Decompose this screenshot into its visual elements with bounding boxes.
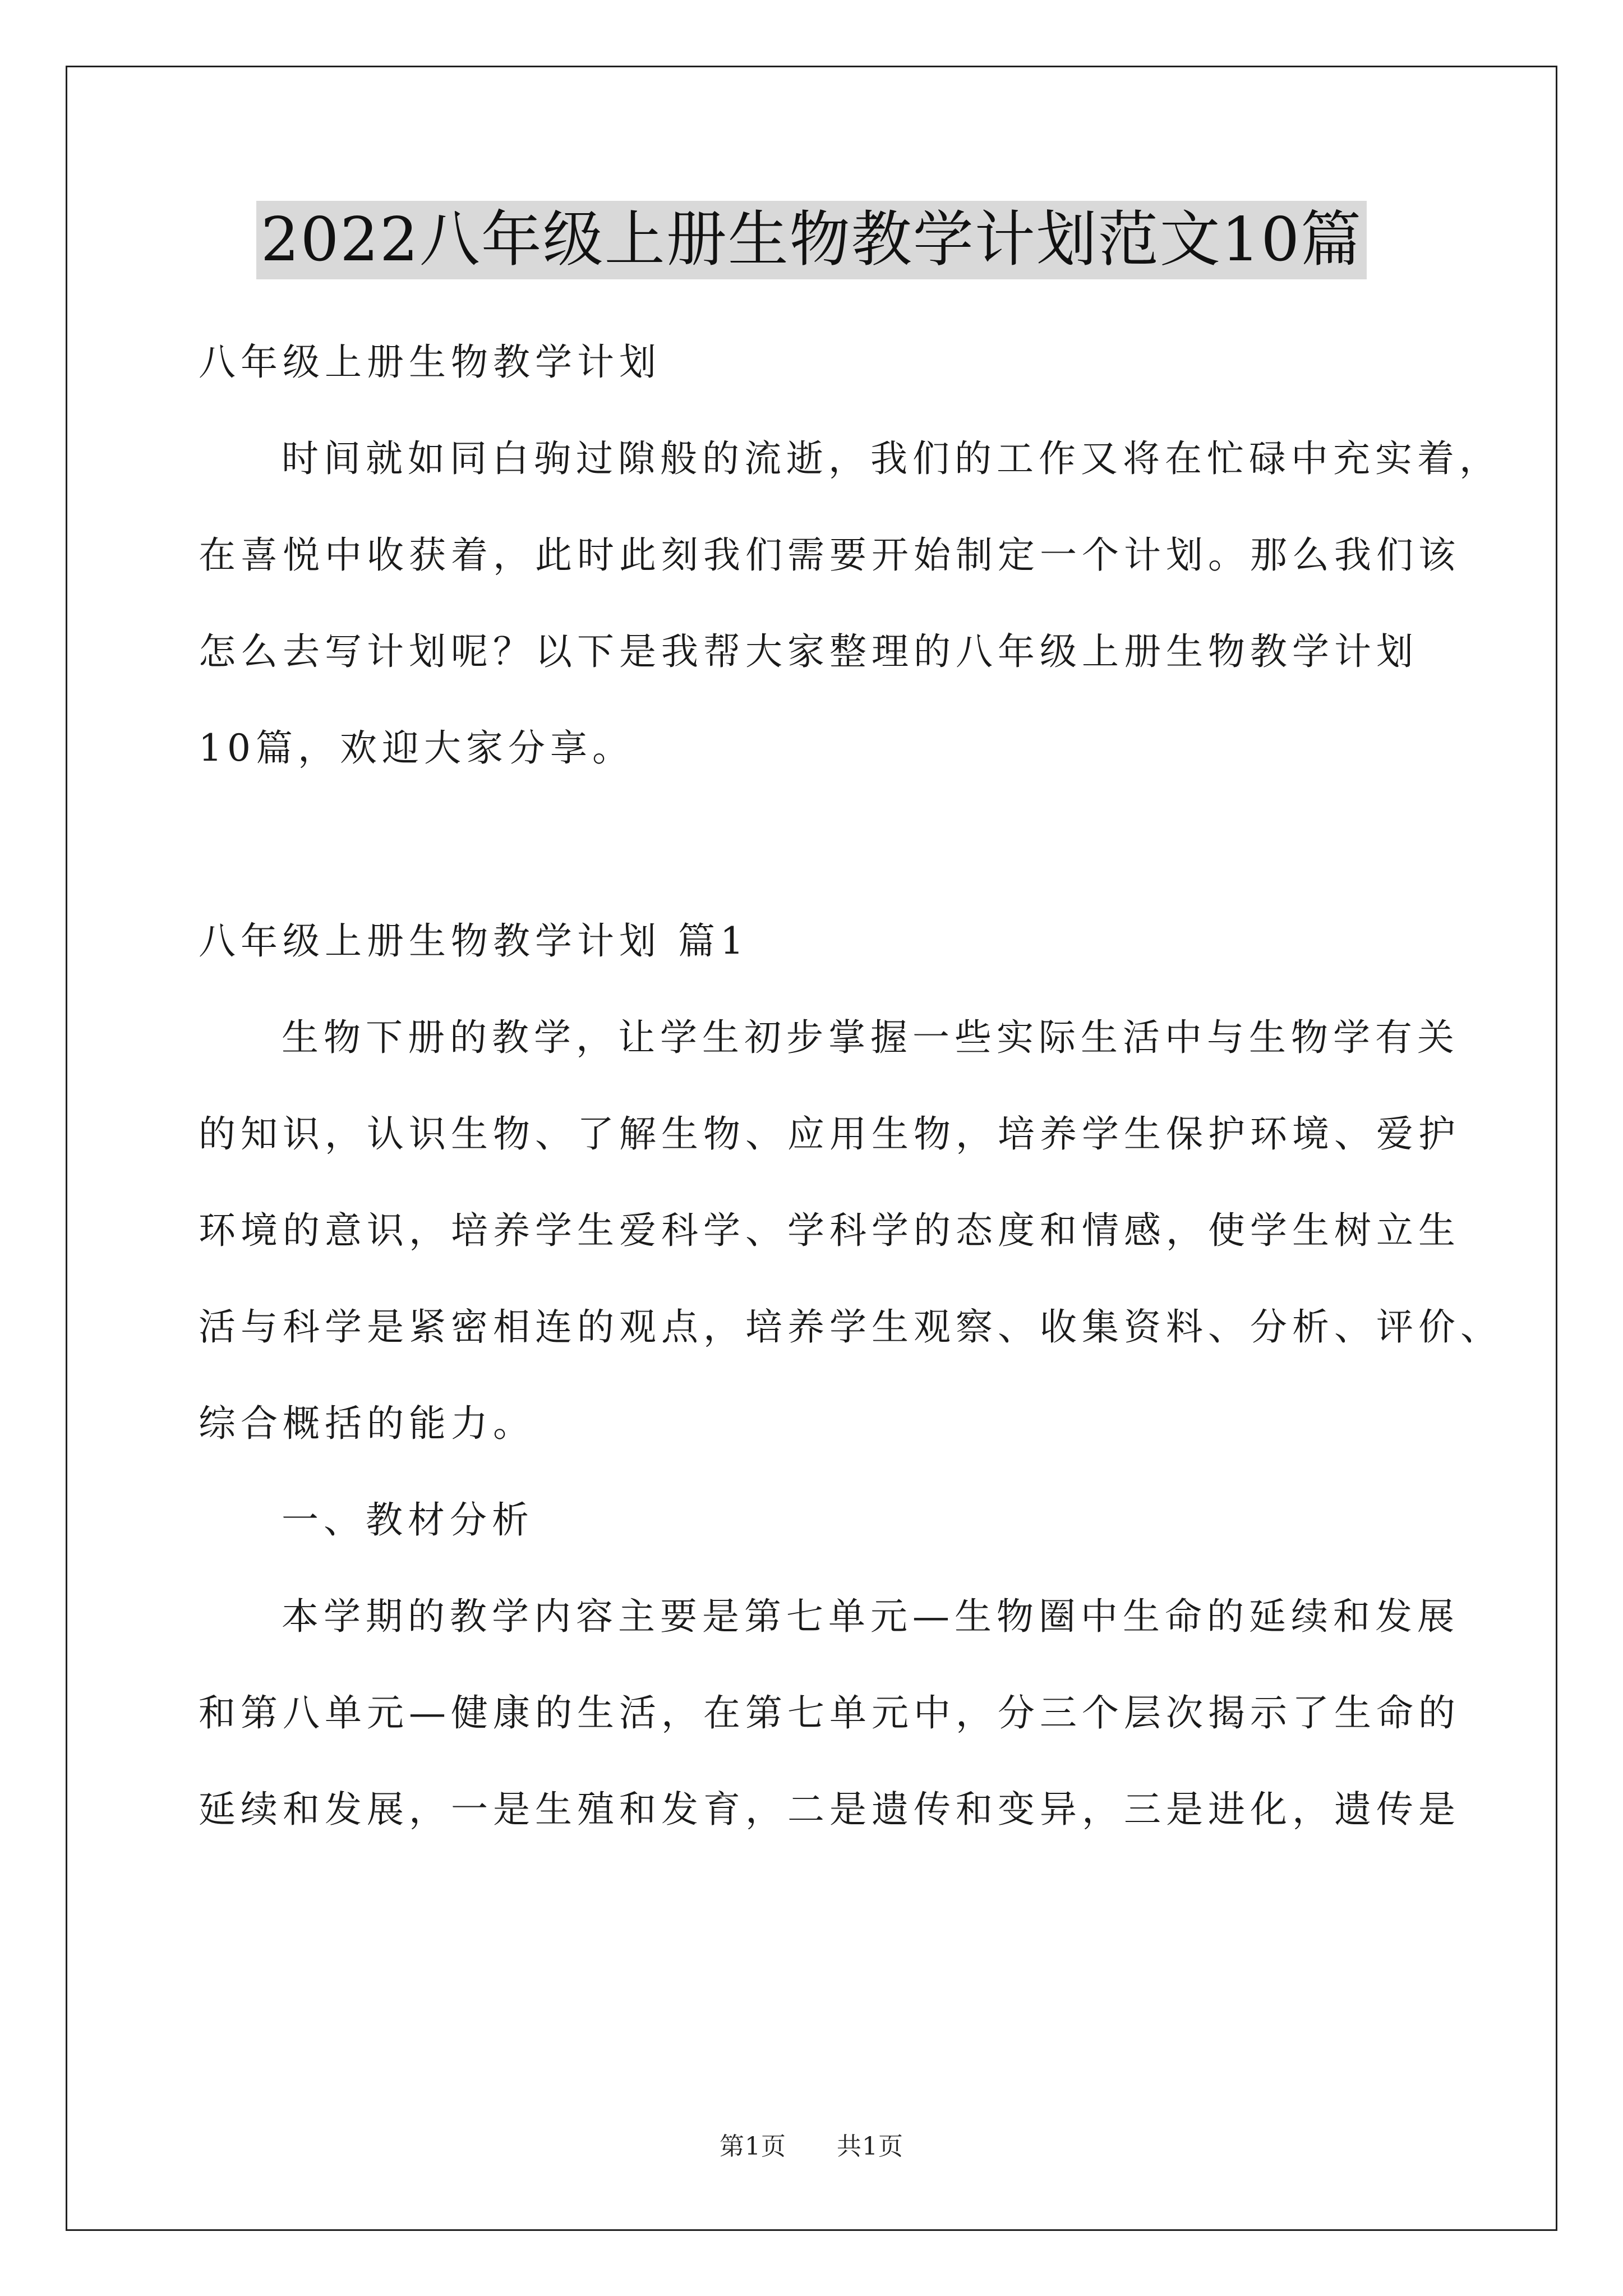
section1-para2-line: 延续和发展，一是生殖和发育，二是遗传和变异，三是进化，遗传是 <box>199 1788 1460 1831</box>
section1-para1-line: 的知识，认识生物、了解生物、应用生物，培养学生保护环境、爱护 <box>199 1112 1460 1156</box>
title-container <box>0 201 1623 279</box>
section1-para1-line: 活与科学是紧密相连的观点，培养学生观察、收集资料、分析、评价、 <box>199 1305 1502 1349</box>
page-number-total: 共1页 <box>837 2132 903 2161</box>
section1-para1-line: 环境的意识，培养学生爱科学、学科学的态度和情感，使学生树立生 <box>199 1209 1460 1252</box>
intro-line: 怎么去写计划呢？以下是我帮大家整理的八年级上册生物教学计划 <box>199 630 1418 673</box>
page-footer <box>0 2126 1623 2162</box>
document-body <box>199 314 1502 1858</box>
intro-line: 10篇，欢迎大家分享。 <box>199 726 634 770</box>
intro-heading: 八年级上册生物教学计划 <box>199 341 661 384</box>
section1-para1-line: 生物下册的教学，让学生初步掌握一些实际生活中与生物学有关 <box>282 1016 1459 1059</box>
document-title: 2022八年级上册生物教学计划范文10篇 <box>256 201 1367 279</box>
section1-para2-line: 本学期的教学内容主要是第七单元—生物圈中生命的延续和发展 <box>282 1595 1459 1638</box>
section1-para1-line: 综合概括的能力。 <box>199 1402 535 1445</box>
page-number-current: 第1页 <box>720 2132 786 2161</box>
intro-line: 在喜悦中收获着，此时此刻我们需要开始制定一个计划。那么我们该 <box>199 533 1460 577</box>
section-spacer <box>199 797 1455 893</box>
intro-line: 时间就如同白驹过隙般的流逝，我们的工作又将在忙碌中充实着， <box>282 437 1501 480</box>
section1-heading: 八年级上册生物教学计划 篇1 <box>199 919 749 963</box>
section1-subheading: 一、教材分析 <box>282 1498 534 1542</box>
section1-para2-line: 和第八单元—健康的生活，在第七单元中，分三个层次揭示了生命的 <box>199 1691 1460 1734</box>
